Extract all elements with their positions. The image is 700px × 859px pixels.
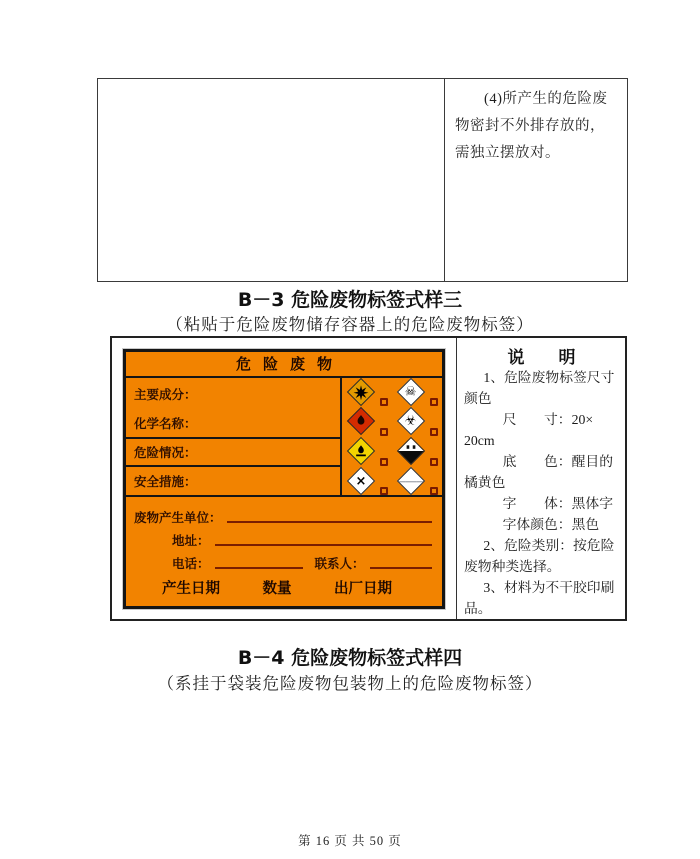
pictogram-checkbox[interactable] (380, 487, 388, 495)
label-bottom-section (126, 497, 442, 606)
pictogram-checkbox[interactable] (380, 428, 388, 436)
explanation-line: 品。 (464, 601, 492, 616)
pictogram-cell (392, 407, 442, 437)
pictogram-cell (342, 407, 392, 437)
pictogram-checkbox[interactable] (430, 428, 438, 436)
oxidizer-icon (347, 437, 375, 465)
explanation-line: 2、危险类别：按危险 (483, 538, 615, 553)
pictogram-checkbox[interactable] (380, 398, 388, 406)
address-label: 地址： (172, 532, 210, 548)
flammable-icon (347, 407, 375, 435)
main-component-label: 主要成分： (134, 386, 197, 402)
label-specimen-table (110, 336, 627, 621)
section-b4-heading: B－4 危险废物标签式样四 (237, 647, 463, 669)
pictogram-checkbox[interactable] (430, 458, 438, 466)
pictogram-cell (342, 378, 392, 408)
label-title: 危险废物 (126, 352, 442, 378)
pictogram-cell (392, 437, 442, 467)
notes-table (97, 78, 628, 282)
notes-table-empty-cell (98, 79, 445, 281)
explanation-line: 橘黄色 (464, 475, 506, 490)
explanation-line: 尺 寸：20× (502, 412, 594, 427)
label-photo-cell (112, 338, 457, 619)
explanation-line: 字体颜色：黑色 (502, 517, 600, 532)
label-main-area (126, 378, 442, 497)
hazard-situation-label: 危险情况： (134, 444, 197, 460)
page-number-footer: 第 16 页 共 50 页 (298, 834, 402, 848)
section-b3-heading: B－3 危险废物标签式样三 (237, 289, 463, 311)
misc-icon (397, 466, 425, 494)
explanation-title: 说 明 (507, 348, 576, 368)
explanation-line: 字 体：黑体字 (502, 496, 613, 511)
field-cell-hazard (126, 439, 340, 467)
quantity-label: 数量 (262, 580, 292, 597)
explanation-line: 1、危险废物标签尺寸 (483, 370, 615, 385)
safety-measures-label: 安全措施： (134, 473, 197, 489)
phone-label: 电话： (172, 555, 210, 571)
pictogram-cell (342, 437, 392, 467)
harmful-icon: × (347, 466, 375, 494)
hazardous-waste-label (123, 349, 445, 609)
explanation-line: 3、材料为不干胶印刷 (483, 580, 615, 595)
pictogram-checkbox[interactable] (430, 398, 438, 406)
pictogram-checkbox[interactable] (430, 487, 438, 495)
corrosive-icon (397, 437, 425, 465)
pictogram-checkbox[interactable] (380, 458, 388, 466)
pictogram-cell (392, 378, 442, 408)
contact-label: 联系人： (314, 555, 365, 571)
explanation-line: 底 色：醒目的 (502, 454, 613, 469)
toxic-icon: ☠ (397, 377, 425, 405)
field-cell-composition (126, 378, 340, 439)
notes-table-text-cell: (4)所产生的危险废物密封不外排存放的，需独立摆放对。 (455, 91, 608, 161)
factory-date-label: 出厂日期 (334, 580, 392, 597)
chemical-name-label: 化学名称： (134, 415, 197, 431)
produce-date-label: 产生日期 (162, 580, 220, 597)
label-fields (126, 378, 340, 495)
explanation-line: 废物种类选择。 (464, 559, 561, 574)
producer-label: 废物产生单位： (134, 509, 222, 525)
pictogram-cell (392, 467, 442, 497)
address-blank-line[interactable] (215, 544, 432, 546)
section-b4-subtitle: （系挂于袋装危险废物包装物上的危险废物标签） (157, 674, 543, 693)
explosive-icon (347, 377, 375, 405)
explanation-line: 颜色 (464, 391, 492, 406)
pictogram-cell (342, 467, 392, 497)
phone-blank-line[interactable] (215, 567, 303, 569)
infectious-icon: ☣ (397, 407, 425, 435)
section-b3-subtitle: （粘贴于危险废物储存容器上的危险废物标签） (166, 315, 534, 334)
producer-blank-line[interactable] (227, 521, 432, 523)
hazard-pictogram-grid (340, 378, 442, 495)
explanation-line: 20cm (464, 433, 495, 448)
explanation-column (457, 338, 625, 619)
contact-blank-line[interactable] (370, 567, 432, 569)
field-cell-safety (126, 467, 340, 495)
